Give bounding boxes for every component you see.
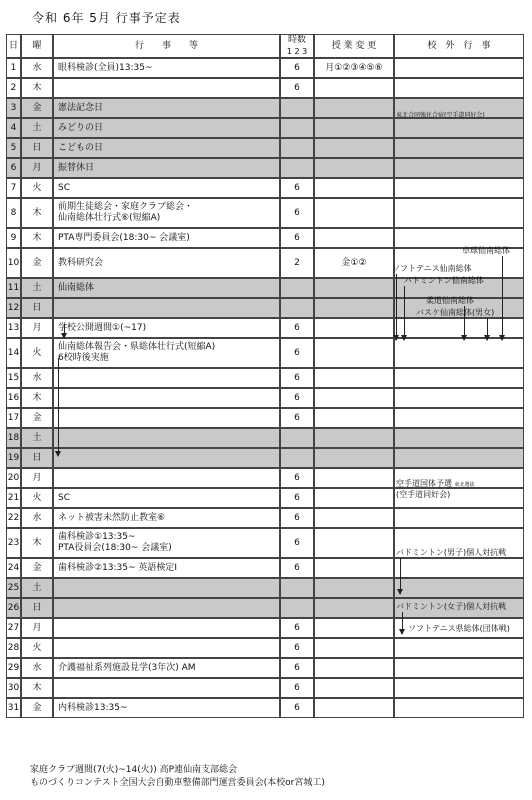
row-day: 20	[6, 468, 21, 488]
arrow-sennan-events	[64, 324, 65, 338]
row-change	[314, 408, 394, 428]
row-hours: 6	[280, 338, 314, 368]
row-event	[53, 468, 280, 488]
row-external	[394, 678, 524, 698]
note-karate-1	[396, 479, 475, 490]
row-change	[314, 388, 394, 408]
row-hours: 6	[280, 198, 314, 228]
row-weekday: 土	[21, 118, 53, 138]
note-karate-small: 東北選抜	[454, 482, 475, 488]
row-day: 28	[6, 638, 21, 658]
row-day: 23	[6, 528, 21, 558]
row-change	[314, 678, 394, 698]
row-hours	[280, 98, 314, 118]
row-weekday: 金	[21, 408, 53, 428]
row-weekday: 水	[21, 58, 53, 78]
note-basket: バスケ仙南総体(男女)	[416, 308, 495, 317]
row-weekday: 土	[21, 278, 53, 298]
row-day: 11	[6, 278, 21, 298]
row-event	[53, 388, 280, 408]
row-change	[314, 138, 394, 158]
row-day: 18	[6, 428, 21, 448]
row-hours	[280, 298, 314, 318]
row-external	[394, 118, 524, 138]
row-change	[314, 98, 394, 118]
row-change	[314, 448, 394, 468]
row-weekday: 日	[21, 448, 53, 468]
row-event	[53, 618, 280, 638]
row-event: SC	[53, 488, 280, 508]
arrow-badminton	[404, 286, 405, 340]
row-hours: 6	[280, 178, 314, 198]
row-event: こどもの日	[53, 138, 280, 158]
arrow-soft	[396, 274, 397, 340]
schedule-table	[6, 34, 524, 762]
row-weekday: 月	[21, 468, 53, 488]
row-weekday: 木	[21, 198, 53, 228]
page-title: 令和 6年 5月 行事予定表	[32, 11, 181, 25]
row-event: みどりの日	[53, 118, 280, 138]
row-hours	[280, 598, 314, 618]
row-hours: 6	[280, 658, 314, 678]
header-external: 校 外 行 事	[394, 34, 524, 58]
row-change	[314, 598, 394, 618]
row-change	[314, 158, 394, 178]
header-hours-label: 時数	[287, 35, 306, 45]
row-external	[394, 408, 524, 428]
row-event: 歯科検診②13:35~ 英語検定Ⅰ	[53, 558, 280, 578]
row-hours	[280, 118, 314, 138]
row-day: 31	[6, 698, 21, 718]
row-hours: 6	[280, 558, 314, 578]
row-day: 4	[6, 118, 21, 138]
row-change	[314, 558, 394, 578]
row-weekday: 木	[21, 388, 53, 408]
row-event: 内科検診13:35~	[53, 698, 280, 718]
row-event: 介護福祉系列施設見学(3年次) AM	[53, 658, 280, 678]
row-weekday: 木	[21, 528, 53, 558]
header-hours-sub: 1 2 3	[286, 47, 308, 56]
row-event: 振替休日	[53, 158, 280, 178]
row-hours: 6	[280, 78, 314, 98]
row-change	[314, 298, 394, 318]
row-weekday: 火	[21, 338, 53, 368]
row-external	[394, 138, 524, 158]
row-hours	[280, 578, 314, 598]
row-change	[314, 198, 394, 228]
row-external	[394, 558, 524, 578]
row-external	[394, 228, 524, 248]
row-external	[394, 578, 524, 598]
arrow-judo	[464, 306, 465, 340]
row-day: 26	[6, 598, 21, 618]
row-hours	[280, 278, 314, 298]
row-event	[53, 598, 280, 618]
row-change	[314, 178, 394, 198]
row-day: 5	[6, 138, 21, 158]
row-weekday: 火	[21, 488, 53, 508]
header-day: 日	[6, 34, 21, 58]
row-hours	[280, 138, 314, 158]
arrow-bad-f	[402, 612, 403, 634]
row-external	[394, 388, 524, 408]
row-weekday: 水	[21, 508, 53, 528]
row-external	[394, 198, 524, 228]
row-event	[53, 638, 280, 658]
header-hours	[280, 34, 314, 58]
row-day: 2	[6, 78, 21, 98]
row-day: 25	[6, 578, 21, 598]
row-hours	[280, 158, 314, 178]
row-day: 6	[6, 158, 21, 178]
row-day: 8	[6, 198, 21, 228]
header-weekday: 曜	[21, 34, 53, 58]
row-hours: 6	[280, 368, 314, 388]
row-external	[394, 428, 524, 448]
row-weekday: 土	[21, 428, 53, 448]
row-day: 24	[6, 558, 21, 578]
row-day: 3	[6, 98, 21, 118]
row-day: 30	[6, 678, 21, 698]
row-day: 15	[6, 368, 21, 388]
row-hours: 6	[280, 388, 314, 408]
row-hours: 6	[280, 508, 314, 528]
row-weekday: 金	[21, 248, 53, 278]
row-change	[314, 468, 394, 488]
row-weekday: 水	[21, 368, 53, 388]
arrow-basket	[487, 318, 488, 340]
row-day: 1	[6, 58, 21, 78]
row-weekday: 日	[21, 598, 53, 618]
row-weekday: 金	[21, 698, 53, 718]
row-day: 12	[6, 298, 21, 318]
header-class-change: 授 業 変 更	[314, 34, 394, 58]
row-change	[314, 278, 394, 298]
row-weekday: 水	[21, 658, 53, 678]
row-weekday: 木	[21, 78, 53, 98]
row-hours	[280, 428, 314, 448]
row-change	[314, 228, 394, 248]
row-day: 27	[6, 618, 21, 638]
row-day: 19	[6, 448, 21, 468]
footer-line-1: 家庭クラブ週間(7(火)~14(火)) 高P連仙南支部総会	[30, 765, 238, 775]
row-change	[314, 488, 394, 508]
row-event	[53, 678, 280, 698]
note-badminton: バドミントン仙南総体	[404, 276, 484, 285]
row-external	[394, 78, 524, 98]
row-weekday: 火	[21, 638, 53, 658]
row-weekday: 日	[21, 138, 53, 158]
footer-notes	[30, 764, 325, 790]
row-weekday: 土	[21, 578, 53, 598]
arrow-takkyu	[502, 256, 503, 340]
row-external	[394, 368, 524, 388]
row-event	[53, 448, 280, 468]
row-event: ネット被害未然防止教室⑥	[53, 508, 280, 528]
row-change: 金①②	[314, 248, 394, 278]
row-external	[394, 638, 524, 658]
note-judo: 柔道仙南総体	[426, 296, 474, 305]
row-event	[53, 298, 280, 318]
row-weekday: 日	[21, 298, 53, 318]
row-day: 14	[6, 338, 21, 368]
row-change	[314, 368, 394, 388]
row-weekday: 火	[21, 178, 53, 198]
row-event: PTA専門委員会(18:30~ 会議室)	[53, 228, 280, 248]
note-soft: ソフトテニス仙南総体	[392, 264, 472, 273]
row-hours: 6	[280, 228, 314, 248]
row-event	[53, 368, 280, 388]
row-event	[53, 578, 280, 598]
row-day: 22	[6, 508, 21, 528]
note-takkyu: 卓球仙南総体	[462, 246, 510, 255]
row-external	[394, 508, 524, 528]
row-event: 眼科検診(全員)13:35~	[53, 58, 280, 78]
row-change	[314, 638, 394, 658]
row-hours: 6	[280, 488, 314, 508]
row-weekday: 月	[21, 318, 53, 338]
header-events: 行 事 等	[53, 34, 280, 58]
row-external	[394, 698, 524, 718]
row-change	[314, 428, 394, 448]
row-hours: 6	[280, 698, 314, 718]
row-hours: 6	[280, 318, 314, 338]
note-karate-2: (空手道同好会)	[396, 490, 451, 499]
row-hours: 6	[280, 638, 314, 658]
row-day: 13	[6, 318, 21, 338]
row-day: 29	[6, 658, 21, 678]
row-change	[314, 338, 394, 368]
row-hours: 6	[280, 678, 314, 698]
row-day: 10	[6, 248, 21, 278]
row-event: 歯科検診①13:35~ PTA役員会(18:30~ 会議室)	[53, 528, 280, 558]
row-hours	[280, 448, 314, 468]
row-day: 21	[6, 488, 21, 508]
note-karate-1-text: 空手道国体予選	[396, 479, 452, 488]
row-change: 月①②③④⑤⑥	[314, 58, 394, 78]
row-change	[314, 78, 394, 98]
row-weekday: 月	[21, 618, 53, 638]
row-event	[53, 78, 280, 98]
arrow-bad-m	[400, 558, 401, 594]
arrow-open-week	[58, 358, 59, 456]
note-bad-f: バドミントン(女子)個人対抗戦	[396, 602, 507, 611]
row-day: 7	[6, 178, 21, 198]
row-day: 16	[6, 388, 21, 408]
row-external	[394, 448, 524, 468]
row-change	[314, 508, 394, 528]
row-event: 前期生徒総会・家庭クラブ総会・ 仙南総体壮行式⑥(短縮A)	[53, 198, 280, 228]
row-event: 仙南総体報告会・県総体壮行式(短縮A) 6校時後実施	[53, 338, 280, 368]
row-change	[314, 698, 394, 718]
row-hours: 6	[280, 618, 314, 638]
row-event: 仙南総体	[53, 278, 280, 298]
row-external	[394, 158, 524, 178]
row-weekday: 月	[21, 158, 53, 178]
row-weekday: 木	[21, 678, 53, 698]
footer-line-2: ものづくりコンテスト全国大会自動車整備部門運営委員会(本校or宮城工)	[30, 778, 325, 788]
row-event: 教科研究会	[53, 248, 280, 278]
row-weekday: 木	[21, 228, 53, 248]
row-change	[314, 618, 394, 638]
note-tohoku: 東北合同強化合宿(空手道同好会)	[396, 112, 485, 119]
row-event: 憲法記念日	[53, 98, 280, 118]
row-change	[314, 578, 394, 598]
row-event: SC	[53, 178, 280, 198]
row-external	[394, 178, 524, 198]
row-weekday: 金	[21, 558, 53, 578]
row-event: 学校公開週間①(~17)	[53, 318, 280, 338]
row-hours: 6	[280, 58, 314, 78]
row-day: 9	[6, 228, 21, 248]
row-hours: 6	[280, 408, 314, 428]
row-external	[394, 338, 524, 368]
row-change	[314, 658, 394, 678]
row-hours: 6	[280, 528, 314, 558]
row-weekday: 金	[21, 98, 53, 118]
row-change	[314, 318, 394, 338]
row-change	[314, 118, 394, 138]
row-event	[53, 428, 280, 448]
note-bad-m: バドミントン(男子)個人対抗戦	[396, 548, 507, 557]
row-event	[53, 408, 280, 428]
row-hours: 2	[280, 248, 314, 278]
row-external	[394, 58, 524, 78]
row-external	[394, 658, 524, 678]
row-hours: 6	[280, 468, 314, 488]
row-day: 17	[6, 408, 21, 428]
note-soft-pref: ソフトテニス県総体(団体戦)	[408, 624, 510, 633]
row-change	[314, 528, 394, 558]
